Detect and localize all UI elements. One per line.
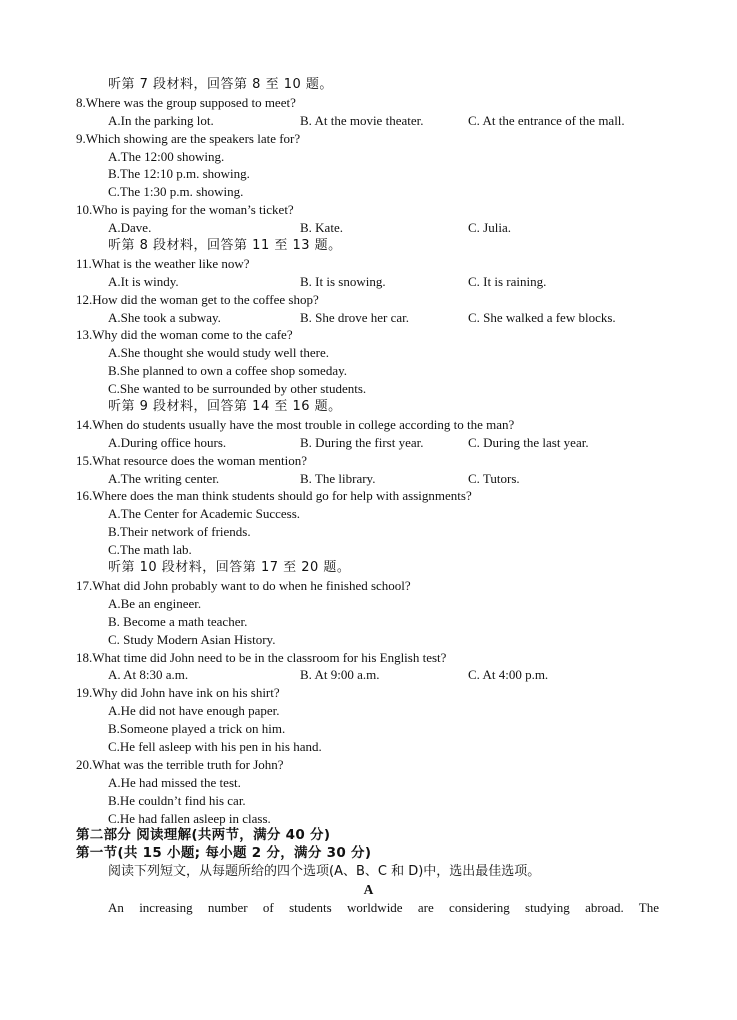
option-c: C. She walked a few blocks. [468, 309, 616, 325]
option-row [0, 273, 737, 291]
option-a: A.The writing center. [108, 470, 220, 486]
option-line: A.He had missed the test. [108, 774, 241, 790]
option-a: A.During office hours. [108, 434, 227, 450]
option-line: B. Become a math teacher. [108, 613, 248, 629]
option-row [0, 470, 737, 488]
option-row [0, 309, 737, 327]
question-text: 18.What time did John need to be in the classroom for his English test? [76, 649, 447, 665]
part-heading: 第二部分 阅读理解(共两节，满分 40 分) [76, 827, 331, 844]
option-line: C.He had fallen asleep in class. [108, 810, 271, 826]
option-line: A.The 12:00 showing. [108, 148, 225, 164]
option-line: C.He fell asleep with his pen in his hand. [108, 738, 322, 754]
question-text: 12.How did the woman get to the coffee shop? [76, 291, 319, 307]
option-line: C. Study Modern Asian History. [108, 631, 276, 647]
question-text: 10.Who is paying for the woman’s ticket? [76, 202, 294, 218]
instruction-text: 阅读下列短文，从每题所给的四个选项(A、B、C 和 D)中，选出最佳选项。 [108, 864, 541, 880]
option-c: C. At the entrance of the mall. [468, 112, 625, 128]
option-c: C. Julia. [468, 220, 511, 236]
passage-text: An increasing number of students worldwide are considering studying abroad. The [108, 899, 659, 915]
question-text: 19.Why did John have ink on his shirt? [76, 685, 280, 701]
question-text: 13.Why did the woman come to the cafe? [76, 327, 293, 343]
question-text: 9.Which showing are the speakers late for? [76, 130, 301, 146]
part-heading: 第一节(共 15 小题; 每小题 2 分，满分 30 分) [76, 845, 372, 862]
question-text: 15.What resource does the woman mention? [76, 452, 308, 468]
option-row [0, 434, 737, 452]
option-a: A.Dave. [108, 220, 152, 236]
question-text: 8.Where was the group supposed to meet? [76, 94, 296, 110]
passage-label: A [363, 882, 374, 898]
option-c: C. At 4:00 p.m. [468, 667, 549, 683]
option-b: B. Kate. [300, 220, 343, 236]
option-line: A.He did not have enough paper. [108, 703, 280, 719]
option-c: C. Tutors. [468, 470, 520, 486]
section-heading: 听第 7 段材料，回答第 8 至 10 题。 [108, 77, 333, 92]
option-row [0, 112, 737, 130]
option-c: C. During the last year. [468, 434, 589, 450]
option-line: A.The Center for Academic Success. [108, 506, 301, 522]
section-heading: 听第 8 段材料，回答第 11 至 13 题。 [108, 238, 342, 254]
option-a: A. At 8:30 a.m. [108, 667, 189, 683]
option-b: B. The library. [300, 470, 376, 486]
section-heading: 听第 10 段材料，回答第 17 至 20 题。 [108, 560, 351, 576]
option-row [0, 219, 737, 237]
option-line: A.Be an engineer. [108, 595, 202, 611]
option-b: B. At 9:00 a.m. [300, 667, 380, 683]
option-line: B.She planned to own a coffee shop someday. [108, 363, 348, 379]
option-c: C. It is raining. [468, 273, 547, 289]
option-b: B. At the movie theater. [300, 112, 424, 128]
question-text: 11.What is the weather like now? [76, 255, 250, 271]
option-line: B.He couldn’t find his car. [108, 792, 246, 808]
exam-page [0, 76, 737, 917]
option-b: B. During the first year. [300, 434, 424, 450]
option-a: A.It is windy. [108, 273, 179, 289]
question-text: 20.What was the terrible truth for John? [76, 756, 284, 772]
option-line: A.She thought she would study well there. [108, 345, 329, 361]
option-line: B.Someone played a trick on him. [108, 721, 286, 737]
question-text: 17.What did John probably want to do when he finished school? [76, 577, 411, 593]
section-heading: 听第 9 段材料，回答第 14 至 16 题。 [108, 399, 342, 415]
option-b: B. It is snowing. [300, 273, 386, 289]
option-line: C.She wanted to be surrounded by other students. [108, 381, 367, 397]
option-line: C.The 1:30 p.m. showing. [108, 184, 244, 200]
question-text: 14.When do students usually have the most trouble in college according to the man? [76, 416, 515, 432]
option-line: C.The math lab. [108, 542, 192, 558]
question-text: 16.Where does the man think students should go for help with assignments? [76, 488, 472, 504]
option-a: A.She took a subway. [108, 309, 221, 325]
option-line: B.The 12:10 p.m. showing. [108, 166, 250, 182]
option-b: B. She drove her car. [300, 309, 410, 325]
option-line: B.Their network of friends. [108, 524, 251, 540]
option-row [0, 666, 737, 684]
option-a: A.In the parking lot. [108, 112, 214, 128]
